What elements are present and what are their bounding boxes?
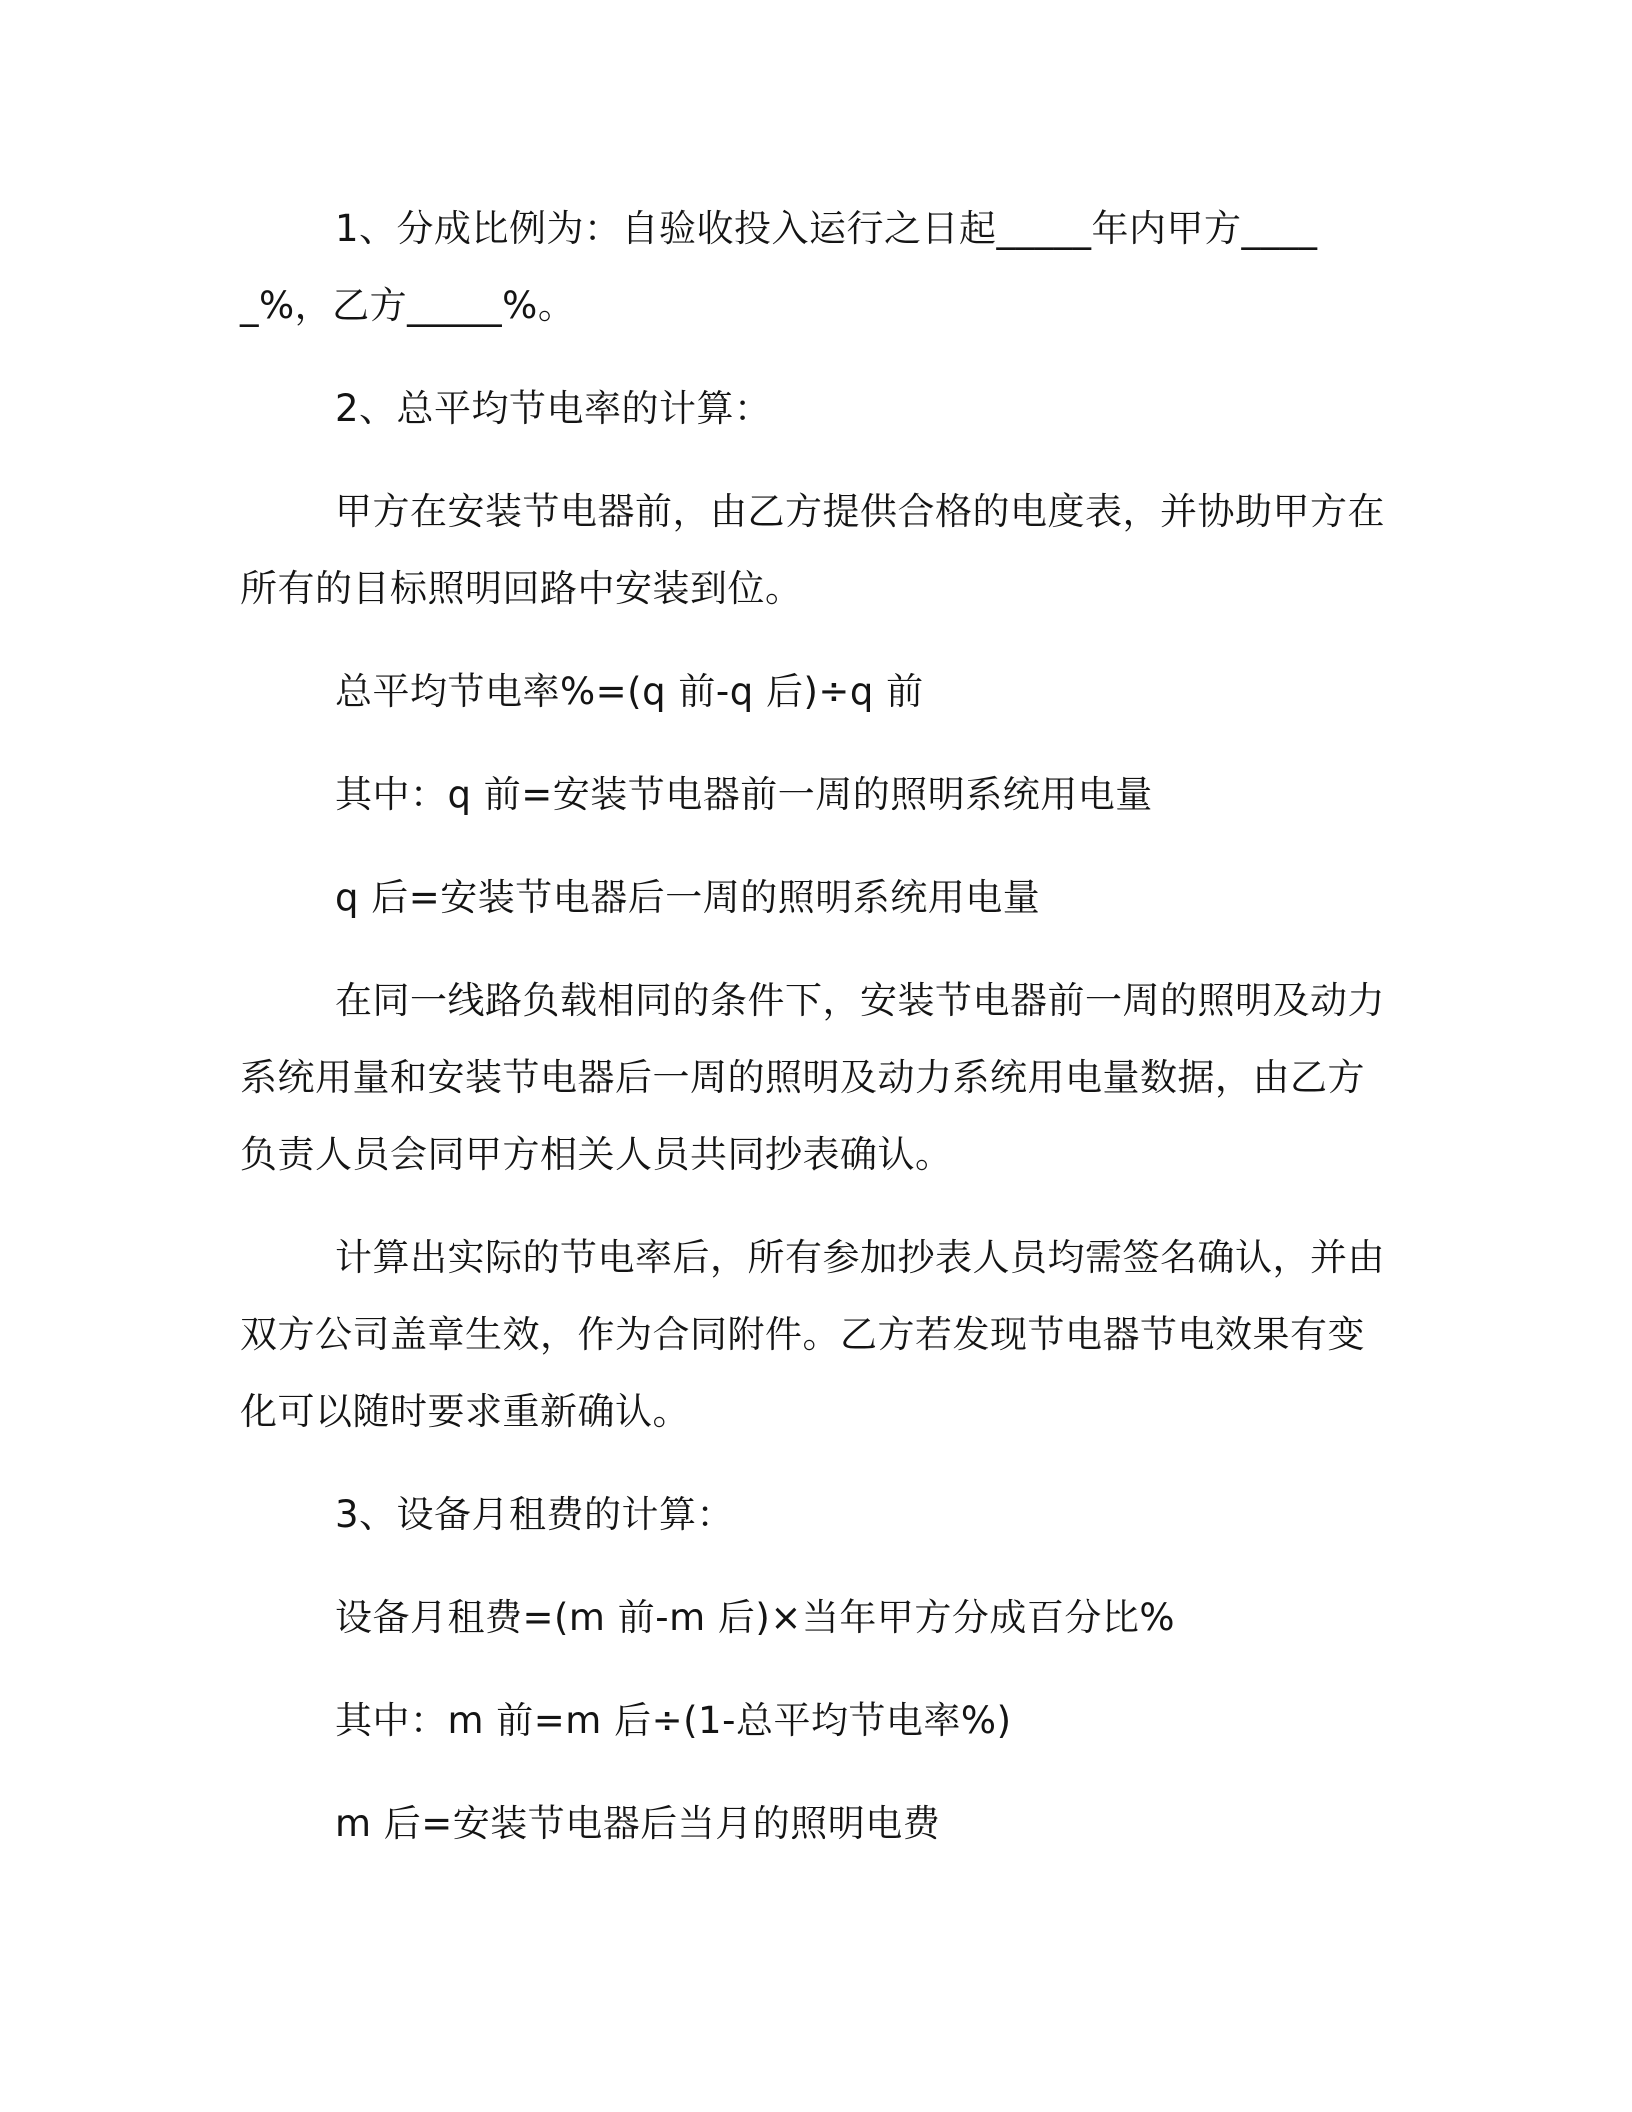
paragraph-q-before-definition: 其中：q 前=安装节电器前一周的照明系统用电量 [335, 773, 1153, 816]
paragraph-rent-formula: 设备月租费=(m 前-m 后)×当年甲方分成百分比% [335, 1596, 1175, 1639]
paragraph-section-2-heading: 2、总平均节电率的计算： [335, 387, 772, 430]
paragraph-revenue-share: 1、分成比例为：自验收投入运行之日起_____年内甲方_____%，乙方_____%。 [240, 207, 1318, 327]
paragraph-saving-rate-formula: 总平均节电率%=(q 前-q 后)÷q 前 [335, 670, 924, 713]
paragraph-confirmation: 计算出实际的节电率后，所有参加抄表人员均需签名确认，并由双方公司盖章生效，作为合同附件。乙方若发现节电器节电效果有变化可以随时要求重新确认。 [240, 1236, 1385, 1433]
paragraph-m-after-definition: m 后=安装节电器后当月的照明电费 [335, 1802, 941, 1845]
document-body [240, 190, 1400, 1862]
paragraph-m-before-definition: 其中：m 前=m 后÷(1-总平均节电率%) [335, 1699, 1012, 1742]
paragraph-meter-installation: 甲方在安装节电器前，由乙方提供合格的电度表，并协助甲方在所有的目标照明回路中安装到位。 [240, 490, 1385, 610]
paragraph-meter-reading: 在同一线路负载相同的条件下，安装节电器前一周的照明及动力系统用量和安装节电器后一周的照明及动力系统用电量数据，由乙方负责人员会同甲方相关人员共同抄表确认。 [240, 979, 1385, 1176]
paragraph-q-after-definition: q 后=安装节电器后一周的照明系统用电量 [335, 876, 1041, 919]
paragraph-section-3-heading: 3、设备月租费的计算： [335, 1493, 735, 1536]
